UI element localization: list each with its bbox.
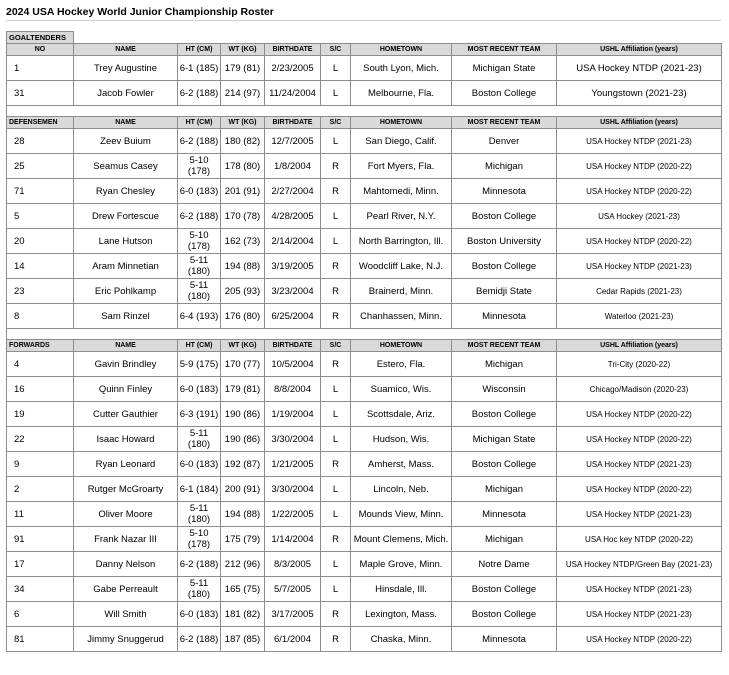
column-header: HOMETOWN [351,117,452,129]
player-ht: 5-11 (180) [178,254,221,279]
player-no: 8 [7,304,74,329]
player-aff: USA Hockey NTDP (2020-22) [557,627,722,652]
player-home: Mounds View, Minn. [351,502,452,527]
player-name: Aram Minnetian [74,254,178,279]
player-row [7,427,722,452]
player-wt: 165 (75) [221,577,265,602]
player-home: Pearl River, N.Y. [351,204,452,229]
player-name: Trey Augustine [74,56,178,81]
player-aff: Chicago/Madison (2020-23) [557,377,722,402]
player-home: Suamico, Wis. [351,377,452,402]
player-team: Denver [452,129,557,154]
player-ht: 5-10 (178) [178,154,221,179]
player-name: Sam Rinzel [74,304,178,329]
player-ht: 6-0 (183) [178,452,221,477]
player-aff: USA Hockey NTDP (2021-23) [557,602,722,627]
player-birth: 3/19/2005 [265,254,321,279]
player-wt: 180 (82) [221,129,265,154]
roster-body [7,32,722,652]
player-no: 4 [7,352,74,377]
player-row [7,81,722,106]
player-ht: 6-4 (193) [178,304,221,329]
player-wt: 162 (73) [221,229,265,254]
player-sc: L [321,577,351,602]
player-no: 5 [7,204,74,229]
player-row [7,402,722,427]
player-team: Minnesota [452,304,557,329]
column-header: NAME [74,117,178,129]
player-row [7,577,722,602]
player-sc: R [321,279,351,304]
player-wt: 179 (81) [221,377,265,402]
player-aff: USA Hockey NTDP (2021-23) [557,502,722,527]
player-ht: 6-0 (183) [178,602,221,627]
player-home: Lexington, Mass. [351,602,452,627]
column-header: S/C [321,340,351,352]
player-ht: 6-2 (188) [178,552,221,577]
player-row [7,352,722,377]
player-home: North Barrington, Ill. [351,229,452,254]
column-header: USHL Affiliation (years) [557,117,722,129]
player-birth: 3/23/2004 [265,279,321,304]
player-team: Michigan State [452,56,557,81]
player-birth: 1/19/2004 [265,402,321,427]
player-ht: 6-1 (184) [178,477,221,502]
column-header: MOST RECENT TEAM [452,117,557,129]
player-wt: 170 (77) [221,352,265,377]
column-header: S/C [321,117,351,129]
player-no: 25 [7,154,74,179]
column-header: USHL Affiliation (years) [557,44,722,56]
column-header: WT (KG) [221,44,265,56]
player-no: 16 [7,377,74,402]
player-aff: USA Hockey NTDP (2020-22) [557,427,722,452]
player-sc: L [321,402,351,427]
player-name: Cutter Gauthier [74,402,178,427]
player-team: Wisconsin [452,377,557,402]
player-birth: 6/25/2004 [265,304,321,329]
player-ht: 6-0 (183) [178,179,221,204]
player-birth: 6/1/2004 [265,627,321,652]
player-aff: USA Hockey NTDP (2021-23) [557,254,722,279]
player-birth: 1/22/2005 [265,502,321,527]
player-name: Gabe Perreault [74,577,178,602]
player-aff: USA Hoc key NTDP (2020-22) [557,527,722,552]
column-header: BIRTHDATE [265,340,321,352]
column-header: NAME [74,44,178,56]
player-home: San Diego, Calif. [351,129,452,154]
player-no: 91 [7,527,74,552]
player-no: 31 [7,81,74,106]
player-sc: R [321,154,351,179]
column-header-row [7,340,722,352]
player-birth: 2/23/2005 [265,56,321,81]
player-no: 9 [7,452,74,477]
player-name: Jacob Fowler [74,81,178,106]
player-birth: 10/5/2004 [265,352,321,377]
player-ht: 5-9 (175) [178,352,221,377]
player-sc: R [321,627,351,652]
player-sc: L [321,229,351,254]
player-row [7,527,722,552]
player-wt: 194 (88) [221,502,265,527]
player-no: 81 [7,627,74,652]
player-aff: USA Hockey NTDP/Green Bay (2021-23) [557,552,722,577]
player-name: Ryan Leonard [74,452,178,477]
roster-title: 2024 USA Hockey World Junior Championship Roster [6,6,274,18]
player-sc: L [321,129,351,154]
player-team: Bemidji State [452,279,557,304]
spacer-cell [7,106,722,117]
player-home: Lincoln, Neb. [351,477,452,502]
spacer-cell [7,329,722,340]
player-birth: 3/17/2005 [265,602,321,627]
section-spacer [7,329,722,340]
column-header: HOMETOWN [351,44,452,56]
player-no: 6 [7,602,74,627]
player-row [7,304,722,329]
player-sc: L [321,204,351,229]
player-row [7,627,722,652]
player-name: Isaac Howard [74,427,178,452]
player-name: Eric Pohlkamp [74,279,178,304]
player-aff: USA Hockey NTDP (2020-22) [557,477,722,502]
player-no: 23 [7,279,74,304]
player-name: Danny Nelson [74,552,178,577]
title-divider [6,20,721,21]
player-birth: 8/8/2004 [265,377,321,402]
player-name: Jimmy Snuggerud [74,627,178,652]
player-wt: 175 (79) [221,527,265,552]
player-team: Minnesota [452,627,557,652]
column-header: S/C [321,44,351,56]
player-wt: 205 (93) [221,279,265,304]
roster-table [6,31,722,652]
player-name: Ryan Chesley [74,179,178,204]
player-home: Amherst, Mass. [351,452,452,477]
player-no: 2 [7,477,74,502]
player-home: Maple Grove, Minn. [351,552,452,577]
player-name: Zeev Buium [74,129,178,154]
column-header-row [7,117,722,129]
player-home: Fort Myers, Fla. [351,154,452,179]
player-sc: L [321,377,351,402]
player-home: Brainerd, Minn. [351,279,452,304]
player-home: Chaska, Minn. [351,627,452,652]
section-spacer [7,106,722,117]
player-row [7,229,722,254]
player-home: Hudson, Wis. [351,427,452,452]
column-header: WT (KG) [221,340,265,352]
player-sc: R [321,254,351,279]
column-header: HOMETOWN [351,340,452,352]
player-no: 34 [7,577,74,602]
player-name: Gavin Brindley [74,352,178,377]
player-team: Michigan State [452,427,557,452]
player-ht: 5-10 (178) [178,527,221,552]
player-wt: 200 (91) [221,477,265,502]
section-label: GOALTENDERS [7,32,74,44]
player-name: Seamus Casey [74,154,178,179]
column-header: WT (KG) [221,117,265,129]
player-home: Chanhassen, Minn. [351,304,452,329]
player-birth: 12/7/2005 [265,129,321,154]
column-header: NO [7,44,74,56]
player-aff: USA Hockey NTDP (2020-22) [557,229,722,254]
player-wt: 176 (80) [221,304,265,329]
player-birth: 2/14/2004 [265,229,321,254]
player-row [7,129,722,154]
player-wt: 187 (85) [221,627,265,652]
player-no: 19 [7,402,74,427]
column-header: BIRTHDATE [265,117,321,129]
player-name: Frank Nazar III [74,527,178,552]
player-team: Notre Dame [452,552,557,577]
player-sc: R [321,179,351,204]
player-team: Minnesota [452,502,557,527]
column-header: HT (CM) [178,340,221,352]
player-team: Boston College [452,81,557,106]
player-ht: 5-11 (180) [178,502,221,527]
player-no: 11 [7,502,74,527]
player-aff: USA Hockey NTDP (2020-22) [557,154,722,179]
player-ht: 6-2 (188) [178,627,221,652]
player-sc: L [321,477,351,502]
player-row [7,452,722,477]
player-wt: 214 (97) [221,81,265,106]
player-team: Boston College [452,452,557,477]
player-birth: 1/21/2005 [265,452,321,477]
column-header: HT (CM) [178,44,221,56]
player-team: Michigan [452,527,557,552]
player-home: Hinsdale, Ill. [351,577,452,602]
player-sc: L [321,427,351,452]
player-home: Woodcliff Lake, N.J. [351,254,452,279]
player-ht: 5-11 (180) [178,577,221,602]
player-aff: USA Hockey NTDP (2020-22) [557,402,722,427]
player-aff: USA Hockey NTDP (2021-23) [557,452,722,477]
player-no: 17 [7,552,74,577]
player-aff: Waterloo (2021-23) [557,304,722,329]
player-sc: R [321,527,351,552]
player-birth: 3/30/2004 [265,427,321,452]
player-ht: 6-2 (188) [178,204,221,229]
player-no: 14 [7,254,74,279]
player-aff: USA Hockey NTDP (2021-23) [557,129,722,154]
column-header: BIRTHDATE [265,44,321,56]
player-wt: 190 (86) [221,427,265,452]
player-home: Estero, Fla. [351,352,452,377]
player-aff: USA Hockey (2021-23) [557,204,722,229]
player-birth: 5/7/2005 [265,577,321,602]
column-header: NAME [74,340,178,352]
player-wt: 170 (78) [221,204,265,229]
player-birth: 8/3/2005 [265,552,321,577]
section-label-row [7,32,722,44]
player-wt: 178 (80) [221,154,265,179]
player-ht: 5-10 (178) [178,229,221,254]
player-row [7,179,722,204]
player-birth: 4/28/2005 [265,204,321,229]
player-sc: R [321,352,351,377]
column-header: USHL Affiliation (years) [557,340,722,352]
player-home: Melbourne, Fla. [351,81,452,106]
player-row [7,602,722,627]
player-aff: Cedar Rapids (2021-23) [557,279,722,304]
player-row [7,377,722,402]
player-team: Boston University [452,229,557,254]
player-row [7,254,722,279]
player-team: Boston College [452,204,557,229]
player-aff: Youngstown (2021-23) [557,81,722,106]
section-label-filler [74,32,722,44]
player-team: Minnesota [452,179,557,204]
player-name: Lane Hutson [74,229,178,254]
player-wt: 201 (91) [221,179,265,204]
player-sc: R [321,304,351,329]
player-name: Quinn Finley [74,377,178,402]
player-birth: 11/24/2004 [265,81,321,106]
player-name: Will Smith [74,602,178,627]
column-header-row [7,44,722,56]
player-sc: L [321,502,351,527]
player-ht: 6-2 (188) [178,129,221,154]
player-home: Mount Clemens, Mich. [351,527,452,552]
section-label: FORWARDS [7,340,74,352]
player-ht: 5-11 (180) [178,427,221,452]
player-ht: 6-3 (191) [178,402,221,427]
player-name: Rutger McGroarty [74,477,178,502]
player-sc: L [321,56,351,81]
player-row [7,204,722,229]
player-home: South Lyon, Mich. [351,56,452,81]
player-ht: 6-2 (188) [178,81,221,106]
player-no: 28 [7,129,74,154]
section-label: DEFENSEMEN [7,117,74,129]
player-row [7,477,722,502]
player-birth: 2/27/2004 [265,179,321,204]
player-team: Boston College [452,577,557,602]
player-no: 1 [7,56,74,81]
player-team: Boston College [452,402,557,427]
player-home: Mahtomedi, Minn. [351,179,452,204]
player-team: Michigan [452,352,557,377]
player-wt: 179 (81) [221,56,265,81]
player-sc: L [321,81,351,106]
column-header: MOST RECENT TEAM [452,340,557,352]
player-home: Scottsdale, Ariz. [351,402,452,427]
player-aff: Tri-City (2020-22) [557,352,722,377]
player-aff: USA Hockey NTDP (2021-23) [557,56,722,81]
player-wt: 192 (87) [221,452,265,477]
player-row [7,502,722,527]
player-team: Boston College [452,602,557,627]
column-header: HT (CM) [178,117,221,129]
player-wt: 212 (96) [221,552,265,577]
player-team: Michigan [452,477,557,502]
player-row [7,552,722,577]
player-row [7,154,722,179]
player-sc: R [321,452,351,477]
player-sc: L [321,552,351,577]
player-aff: USA Hockey NTDP (2021-23) [557,577,722,602]
player-no: 71 [7,179,74,204]
player-name: Drew Fortescue [74,204,178,229]
player-ht: 5-11 (180) [178,279,221,304]
player-no: 20 [7,229,74,254]
player-wt: 190 (86) [221,402,265,427]
player-row [7,56,722,81]
player-birth: 1/14/2004 [265,527,321,552]
column-header: MOST RECENT TEAM [452,44,557,56]
player-ht: 6-0 (183) [178,377,221,402]
player-name: Oliver Moore [74,502,178,527]
player-aff: USA Hockey NTDP (2020-22) [557,179,722,204]
player-sc: R [321,602,351,627]
player-no: 22 [7,427,74,452]
player-birth: 1/8/2004 [265,154,321,179]
player-team: Michigan [452,154,557,179]
player-wt: 194 (88) [221,254,265,279]
player-team: Boston College [452,254,557,279]
player-birth: 3/30/2004 [265,477,321,502]
player-row [7,279,722,304]
player-wt: 181 (82) [221,602,265,627]
player-ht: 6-1 (185) [178,56,221,81]
